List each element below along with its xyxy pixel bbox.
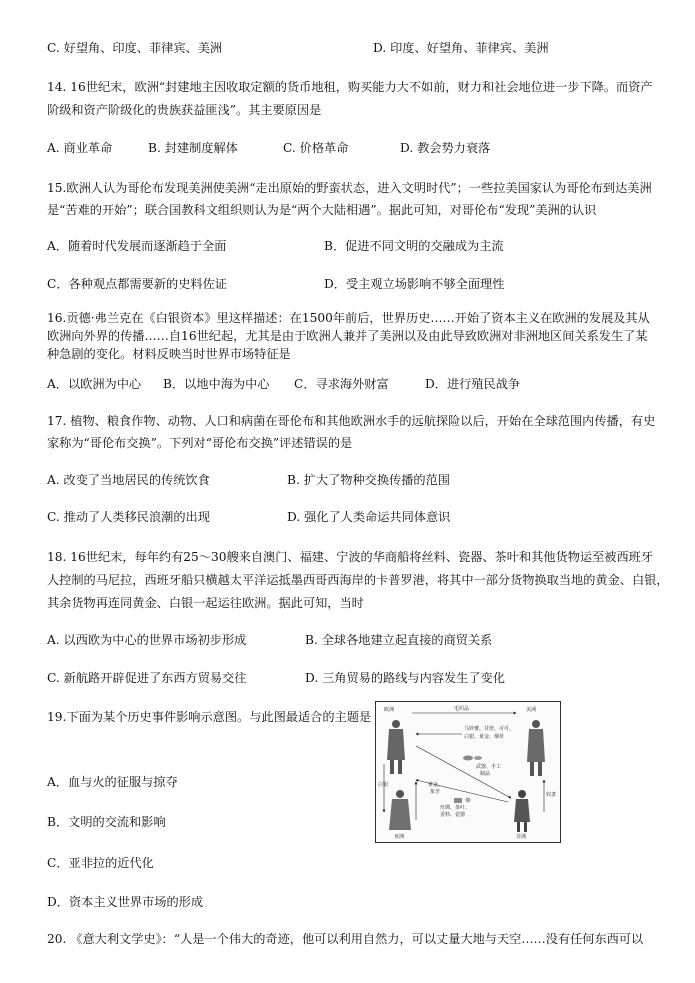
q17-option-c: C. 推动了人类移民浪潮的出现 (47, 510, 210, 524)
q13-option-c: C. 好望角、印度、菲律宾、美洲 (47, 41, 223, 55)
label-wool: 毛织品 (454, 706, 470, 712)
q17-stem-line1: 17. 植物、粮食作物、动物、人口和病菌在哥伦布和其他欧洲水手的远航探险以后，开始在全球范围内传播，有史 (47, 414, 656, 428)
q20-stem-line1: 20. 《意大利文学史》：“人是一个伟大的奇迹，他可以利用自然力，可以丈量大地与天空……没有任何东西可以 (47, 932, 644, 946)
goods-icon (463, 756, 473, 761)
label-goods-3: 武器、手工 (476, 764, 502, 770)
goods-icon (454, 798, 462, 803)
q15-stem-line1: 15.欧洲人认为哥伦布发现美洲使美洲“走出原始的野蛮状态，进入文明时代”；一些拉美国家认为哥伦布到达美洲 (47, 181, 652, 195)
africa-figure (514, 790, 530, 832)
q15-option-d: D．受主观立场影响不够全面理性 (324, 277, 505, 291)
q14-option-d: D. 教会势力衰落 (400, 141, 491, 155)
q16-option-c: C．寻求海外财富 (294, 377, 389, 391)
q18-option-a: A. 以西欧为中心的世界市场初步形成 (47, 633, 247, 647)
q19-stem: 19.下面为某个历史事件影响示意图。与此图最适合的主题是 (47, 710, 372, 724)
q14-option-b: B. 封建制度解体 (148, 141, 238, 155)
q15-option-b: B．促进不同文明的交融成为主流 (324, 239, 504, 253)
q18-stem-line2: 人控制的马尼拉，西班牙船只横越太平洋运抵墨西哥西海岸的卡普罗港，将其中一部分货物换取当地的黄金、白银， (47, 573, 669, 587)
asia-figure (389, 790, 411, 830)
q19-option-d: D．资本主义世界市场的形成 (47, 895, 204, 909)
q18-option-b: B. 全球各地建立起直接的商贸关系 (305, 633, 493, 647)
label-asia: 亚洲 (394, 834, 405, 840)
q14-option-a: A. 商业革命 (47, 141, 113, 155)
label-goods-4: 制品 (480, 771, 491, 777)
q16-stem-line1: 16.贡德·弗兰克在《白银资本》里这样描述：在1500年前后，世界历史……开始了资本主义在欧洲的发展及其从 (47, 311, 650, 325)
q19-option-b: B．文明的交流和影响 (47, 815, 166, 829)
q15-option-a: A．随着时代发展而逐渐趋于全面 (47, 239, 227, 253)
label-goods-6: 象牙 (430, 789, 441, 795)
label-america: 美洲 (526, 707, 537, 713)
q18-option-c: C. 新航路开辟促进了东西方贸易交往 (47, 671, 247, 685)
q14-stem-line1: 14. 16世纪末，欧洲“封建地主因收取定额的货币地租，购买能力大不如前，财力和社会地位进一步下降。而资产 (47, 80, 653, 94)
q16-option-b: B．以地中海为中心 (163, 377, 270, 391)
label-africa: 非洲 (516, 834, 527, 840)
q15-option-c: C．各种观点都需要新的史料佐证 (47, 277, 227, 291)
america-figure (527, 720, 545, 776)
label-goods-7: 丝绸、茶叶、 (440, 805, 471, 811)
label-goods-1: 马铃薯、甘蔗、可可、 (464, 726, 515, 732)
q17-option-a: A. 改变了当地居民的传统饮食 (47, 473, 210, 487)
label-silver: 白银 (378, 782, 389, 788)
q16-option-a: A．以欧洲为中心 (47, 377, 142, 391)
q18-stem-line1: 18. 16世纪末，每年约有25～30艘来自澳门、福建、宁波的华商船将丝料、瓷器、茶叶和其他货物运至被西班牙 (47, 550, 654, 564)
q15-stem-line2: 是“苦难的开始”；联合国教科文组织则认为是“两个大陆相遇”。据此可知，对哥伦布“发现”美洲的认识 (47, 203, 597, 217)
q19-option-a: A．血与火的征服与掠夺 (47, 775, 178, 789)
q17-stem-line2: 家称为“哥伦布交换”。下列对“哥伦布交换”评述错误的是 (47, 436, 353, 450)
q17-option-d: D. 强化了人类命运共同体意识 (287, 510, 451, 524)
q19-option-c: C．亚非拉的近代化 (47, 856, 154, 870)
q14-stem-line2: 阶级和资产阶级化的贵族获益匪浅”。其主要原因是 (47, 103, 322, 117)
goods-icon (474, 756, 482, 760)
europe-figure (387, 720, 405, 774)
label-europe: 欧洲 (384, 707, 395, 713)
label-goods-2: 白银、黄金、烟草 (464, 734, 505, 740)
q16-option-d: D．进行殖民战争 (425, 377, 521, 391)
q18-option-d: D. 三角贸易的路线与内容发生了变化 (305, 671, 505, 685)
q18-stem-line3: 其余货物再连同黄金、白银一起运往欧洲。据此可知，当时 (47, 596, 364, 610)
q14-option-c: C. 价格革命 (283, 141, 349, 155)
q13-option-d: D. 印度、好望角、菲律宾、美洲 (373, 41, 549, 55)
q17-option-b: B. 扩大了物种交换传播的范围 (287, 473, 450, 487)
label-goods-5: 黄金、 (428, 782, 444, 788)
trade-diagram-figure (375, 701, 561, 843)
goods-icon (466, 798, 471, 803)
q16-stem-line3: 种急剧的变化。材料反映当时世界市场特征是 (47, 347, 291, 361)
label-slaves: 奴隶 (546, 792, 557, 798)
q16-stem-line2: 欧洲向外界的传播……自16世纪起，尤其是由于欧洲人兼并了美洲以及由此导致欧洲对非洲地区间关系发生了某 (47, 329, 648, 343)
label-goods-8: 香料、瓷器 (440, 812, 466, 818)
